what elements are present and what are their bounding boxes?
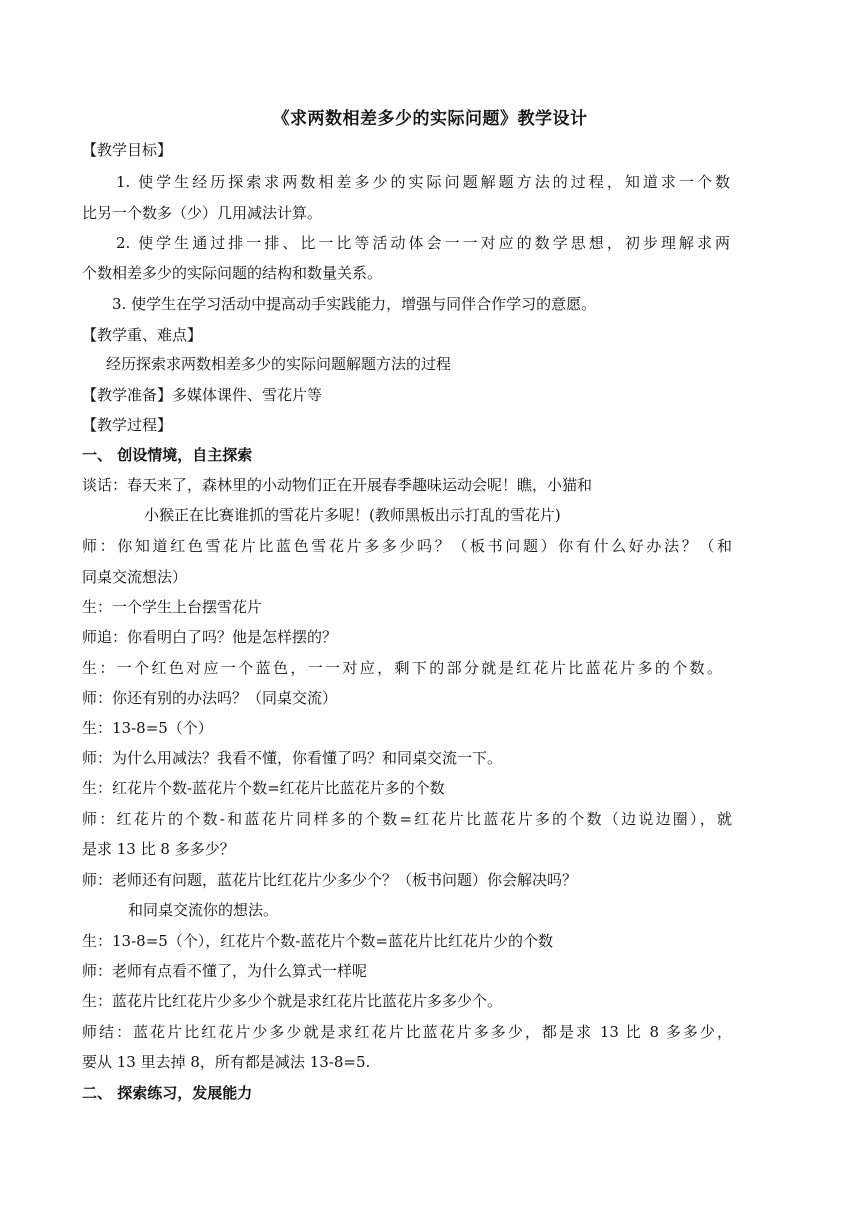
subsection-heading-1: 一、 创设情境，自主探索 <box>82 446 253 464</box>
paragraph-line: 生：红花片个数-蓝花片个数=红花片比蓝花片多的个数 <box>82 779 445 797</box>
paragraph-line: 生：一个学生上台摆雪花片 <box>82 598 263 616</box>
section-heading-goals: 【教学目标】 <box>82 141 173 159</box>
paragraph-line: 是求 13 比 8 多多少？ <box>82 840 235 858</box>
paragraph-line: 师：你知道红色雪花片比蓝色雪花片多多少吗？（板书问题）你有什么好办法？（和 <box>82 537 732 555</box>
paragraph-line: 同桌交流想法） <box>82 568 188 586</box>
paragraph-line: 师：老师还有问题，蓝花片比红花片少多少个？（板书问题）你会解决吗？ <box>82 871 578 889</box>
paragraph-line: 谈话：春天来了，森林里的小动物们正在开展春季趣味运动会呢！瞧，小猫和 <box>82 476 593 494</box>
paragraph-line: 个数相差多少的实际问题的结构和数量关系。 <box>82 264 383 282</box>
paragraph-line: 1. 使学生经历探索求两数相差多少的实际问题解题方法的过程，知道求一个数 <box>116 173 730 191</box>
paragraph-line: 师：你还有别的办法吗？（同桌交流） <box>82 689 338 707</box>
paragraph-line: 师：为什么用减法？我看不懂，你看懂了吗？和同桌交流一下。 <box>82 749 503 767</box>
paragraph-line: 3. 使学生在学习活动中提高动手实践能力，增强与同伴合作学习的意愿。 <box>112 295 597 313</box>
paragraph-line: 和同桌交流你的想法。 <box>128 901 279 919</box>
paragraph-line: 要从 13 里去掉 8，所有都是减法 13-8=5. <box>82 1053 371 1071</box>
paragraph-line: 经历探索求两数相差多少的实际问题解题方法的过程 <box>106 355 452 373</box>
section-heading-key-points: 【教学重、难点】 <box>82 326 203 344</box>
subsection-heading-2: 二、 探索练习，发展能力 <box>82 1084 253 1102</box>
section-heading-preparation: 【教学准备】多媒体课件、雪花片等 <box>82 386 323 404</box>
paragraph-line: 师结：蓝花片比红花片少多少就是求红花片比蓝花片多多少，都是求 13 比 8 多多少， <box>82 1023 732 1041</box>
section-heading-process: 【教学过程】 <box>82 416 173 434</box>
paragraph-line: 小猴正在比赛谁抓的雪花片多呢！(教师黑板出示打乱的雪花片) <box>144 506 561 524</box>
paragraph-line: 2. 使学生通过排一排、比一比等活动体会一一对应的数学思想，初步理解求两 <box>116 234 730 252</box>
paragraph-line: 师：老师有点看不懂了，为什么算式一样呢 <box>82 962 368 980</box>
paragraph-line: 生：蓝花片比红花片少多少个就是求红花片比蓝花片多多少个。 <box>82 992 503 1010</box>
paragraph-line: 生：13-8=5（个） <box>82 719 213 737</box>
paragraph-line: 师追：你看明白了吗？他是怎样摆的？ <box>82 628 338 646</box>
document-title: 《求两数相差多少的实际问题》教学设计 <box>272 109 588 129</box>
paragraph-line: 生：一个红色对应一个蓝色，一一对应，剩下的部分就是红花片比蓝花片多的个数。 <box>82 659 722 677</box>
paragraph-line: 比另一个数多（少）几用减法计算。 <box>82 204 323 222</box>
paragraph-line: 师：红花片的个数-和蓝花片同样多的个数=红花片比蓝花片多的个数（边说边圈），就 <box>82 810 733 828</box>
paragraph-line: 生：13-8=5（个），红花片个数-蓝花片个数=蓝花片比红花片少的个数 <box>82 932 553 950</box>
